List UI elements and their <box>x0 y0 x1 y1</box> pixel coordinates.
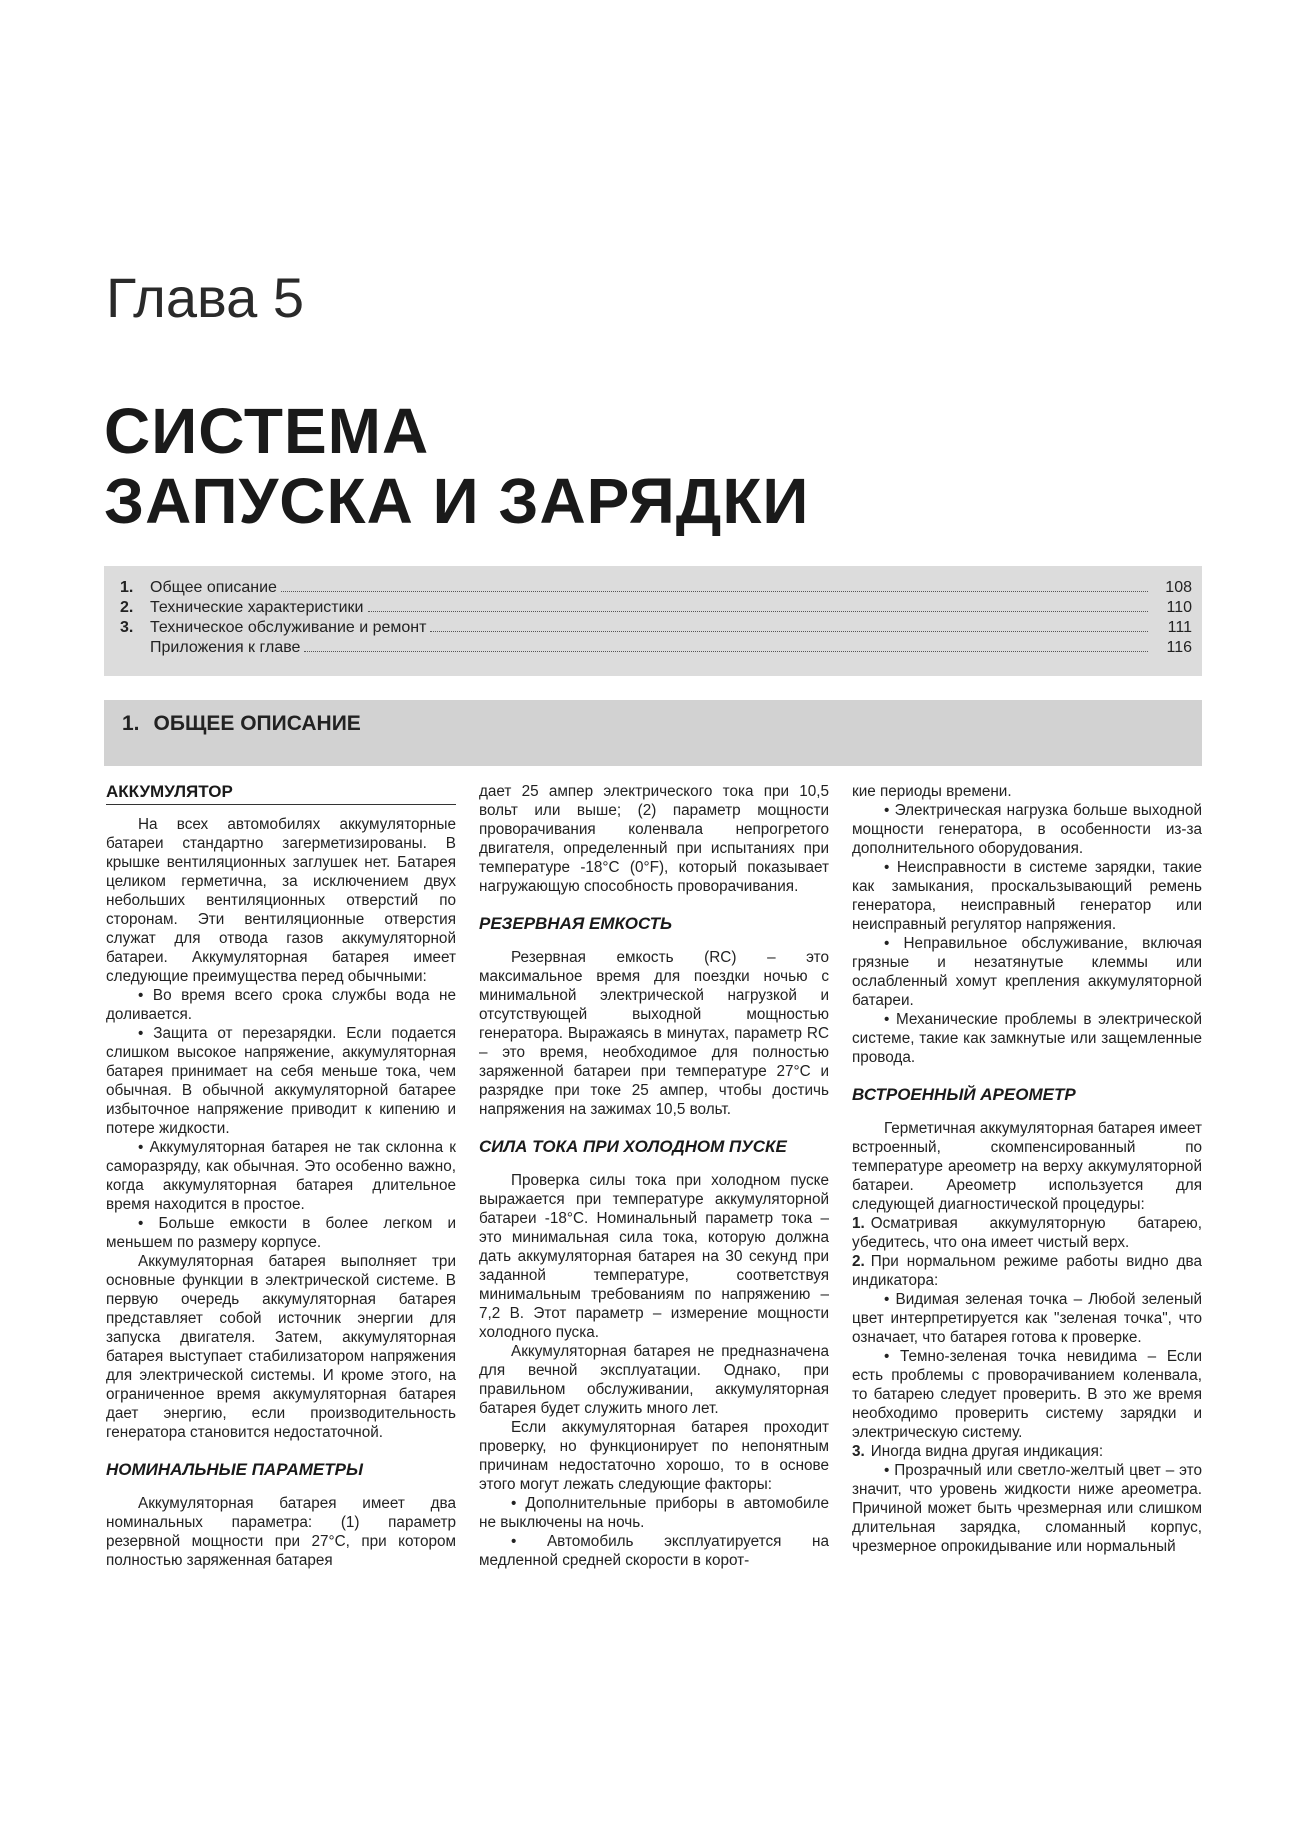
toc-leader-dots <box>368 611 1149 612</box>
numbered-item-number: 1. <box>852 1215 865 1232</box>
bullet-item: • Защита от перезарядки. Если подается слишком высокое напряжение, аккумуляторная батарея принимает на себя меньше тока, чем обычная. В обычной аккумуляторной батарее избыточное напряжение приводит к кипению и потере жидкости. <box>106 1025 456 1137</box>
toc-entry-label: Приложения к главе <box>150 639 301 656</box>
toc-entry[interactable] <box>120 598 1192 618</box>
paragraph: Проверка силы тока при холодном пуске выражается при температуре аккумуляторной батареи -18°С. Номинальный параметр тока – это минимальная сила тока, которую должна дать аккумуляторная батарея на 30 секунд при заданной температуре, соответствуя минимальным требованиям по напряжению – 7,2 В. Этот параметр – измерение мощности холодного пуска. <box>479 1172 829 1341</box>
bullet-item: • Неправильное обслуживание, включая грязные и незатянутые клеммы или ослабленный хомут крепления аккумуляторной батареи. <box>852 935 1202 1009</box>
section-heading <box>122 712 1202 736</box>
section-title: ОБЩЕЕ ОПИСАНИЕ <box>153 712 361 735</box>
toc-entry-number: 3. <box>120 619 134 636</box>
subheading-built-in-hydrometer: ВСТРОЕННЫЙ АРЕОМЕТР <box>852 1085 1076 1104</box>
subheading-nominal-parameters: НОМИНАЛЬНЫЕ ПАРАМЕТРЫ <box>106 1460 363 1479</box>
toc-entry[interactable] <box>120 618 1192 638</box>
bullet-item: • Дополнительные приборы в автомобиле не выключены на ночь. <box>479 1495 829 1531</box>
toc-leader-dots <box>281 591 1148 592</box>
paragraph: На всех автомобилях аккумуляторные батареи стандартно загерметизированы. В крышке вентиляционных заглушек нет. Батарея целиком герметична, за исключением двух небольших вентиляционных отверстий по сторонам. Эти вентиляционные отверстия служат для отвода газов аккумуляторной батареи. Аккумуляторная батарея имеет следующие преимущества перед обычными: <box>106 816 456 985</box>
numbered-item <box>852 1214 1202 1252</box>
toc-entry-page: 111 <box>1167 619 1192 636</box>
toc-entry-page: 108 <box>1165 579 1192 596</box>
paragraph: кие периоды времени. <box>852 783 1012 800</box>
table-of-contents <box>104 566 1202 676</box>
toc-leader-dots <box>304 651 1148 652</box>
section-heading-bar <box>104 700 1202 766</box>
toc-entry-label: Общее описание <box>150 579 277 596</box>
toc-leader-dots <box>430 631 1148 632</box>
toc-entry-label: Техническое обслуживание и ремонт <box>150 619 427 636</box>
bullet-item: • Механические проблемы в электрической системе, такие как замкнутые или защемленные провода. <box>852 1011 1202 1066</box>
bullet-item: • Больше емкости в более легком и меньшем по размеру корпусе. <box>106 1215 456 1251</box>
bullet-item: • Темно-зеленая точка невидима – Если есть проблемы с проворачиванием коленвала, то батарею следует проверить. В это же время необходимо проверить систему зарядки и электрическую систему. <box>852 1348 1202 1441</box>
paragraph: Если аккумуляторная батарея проходит проверку, но функционирует по непонятным причинам недостаточно хорошо, то в основе этого могут лежать следующие факторы: <box>479 1419 829 1493</box>
paragraph: Аккумуляторная батарея выполняет три основные функции в электрической системе. В первую очередь аккумуляторная батарея представляет собой источник энергии для запуска двигателя. Затем, аккумуляторная батарея выступает стабилизатором напряжения для электрической системы. И кроме этого, на ограниченное время аккумуляторная батарея дает энергию, если производительность генератора становится недостаточной. <box>106 1253 456 1441</box>
paragraph: Резервная емкость (RC) – это максимальное время для поездки ночью с минимальной электрической нагрузкой и отсутствующей выходной мощностью генератора. Выражаясь в минутах, параметр RC – это время, необходимое для полностью заряженной батареи при температуре 27°С и разрядке при токе 25 ампер, чтобы достичь напряжения на зажимах 10,5 вольт. <box>479 949 829 1118</box>
toc-entry-number: 2. <box>120 599 134 616</box>
text-column-2 <box>479 782 829 1570</box>
numbered-item-number: 3. <box>852 1443 865 1460</box>
subheading-reserve-capacity: РЕЗЕРВНАЯ ЕМКОСТЬ <box>479 914 673 933</box>
paragraph: Аккумуляторная батарея имеет два номинальных параметра: (1) параметр резервной мощности при 27°С, при котором полностью заряженная батарея <box>106 1495 456 1569</box>
section-number: 1. <box>122 712 140 735</box>
toc-entry-number: 1. <box>120 579 134 596</box>
numbered-item-text: Иногда видна другая индикация: <box>870 1443 1104 1460</box>
numbered-item <box>852 1252 1202 1290</box>
bullet-item: • Аккумуляторная батарея не так склонна к саморазряду, как обычная. Это особенно важно, когда аккумуляторная батарея длительное время находится в простое. <box>106 1139 456 1213</box>
text-column-1 <box>106 782 456 1570</box>
chapter-title-line1: СИСТЕМА <box>104 395 430 467</box>
toc-entry[interactable] <box>120 638 1192 658</box>
toc-entry[interactable] <box>120 578 1192 598</box>
chapter-title <box>104 396 809 536</box>
subheading-cold-cranking: СИЛА ТОКА ПРИ ХОЛОДНОМ ПУСКЕ <box>479 1137 787 1156</box>
bullet-item: • Во время всего срока службы вода не доливается. <box>106 987 456 1023</box>
numbered-item <box>852 1442 1202 1461</box>
chapter-label: Глава 5 <box>106 266 304 329</box>
paragraph: Герметичная аккумуляторная батарея имеет встроенный, скомпенсированный по температуре ареометр на верху аккумуляторной батареи. Ареометр используется для следующей диагностической процедуры: <box>852 1120 1202 1213</box>
bullet-item: • Видимая зеленая точка – Любой зеленый цвет интерпретируется как "зеленая точка", что означает, что батарея готова к проверке. <box>852 1291 1202 1346</box>
toc-entry-label: Технические характеристики <box>150 599 364 616</box>
text-column-3 <box>852 782 1202 1556</box>
bullet-item: • Прозрачный или светло-желтый цвет – это значит, что уровень жидкости ниже ареометра. Причиной может быть чрезмерная или слишком длительная зарядка, сломанный корпус, чрезмерное опрокидывание или нормальный <box>852 1462 1202 1555</box>
numbered-item-number: 2. <box>852 1253 865 1270</box>
paragraph: дает 25 ампер электрического тока при 10,5 вольт или выше; (2) параметр мощности проворачивания коленвала непрогретого двигателя, определенный при испытаниях при температуре -18°С (0°F), который показывает нагружающую способность проворачивания. <box>479 783 829 895</box>
toc-entry-page: 116 <box>1166 639 1192 656</box>
paragraph: Аккумуляторная батарея не предназначена для вечной эксплуатации. Однако, при правильном обслуживании, аккумуляторная батарея будет служить много лет. <box>479 1343 829 1417</box>
numbered-item-text: Осматривая аккумуляторную батарею, убедитесь, что она имеет чистый верх. <box>852 1215 1202 1251</box>
chapter-title-line2: ЗАПУСКА И ЗАРЯДКИ <box>104 465 810 537</box>
toc-entry-page: 110 <box>1166 599 1192 616</box>
bullet-item: • Неисправности в системе зарядки, такие как замыкания, проскальзывающий ремень генератора, неисправный генератор или неисправный регулятор напряжения. <box>852 859 1202 933</box>
subheading-battery: АККУМУЛЯТОР <box>106 782 456 805</box>
numbered-item-text: При нормальном режиме работы видно два индикатора: <box>852 1253 1202 1289</box>
bullet-item: • Автомобиль эксплуатируется на медленной средней скорости в корот- <box>479 1533 829 1569</box>
bullet-item: • Электрическая нагрузка больше выходной мощности генератора, в особенности из-за дополнительного оборудования. <box>852 802 1202 857</box>
